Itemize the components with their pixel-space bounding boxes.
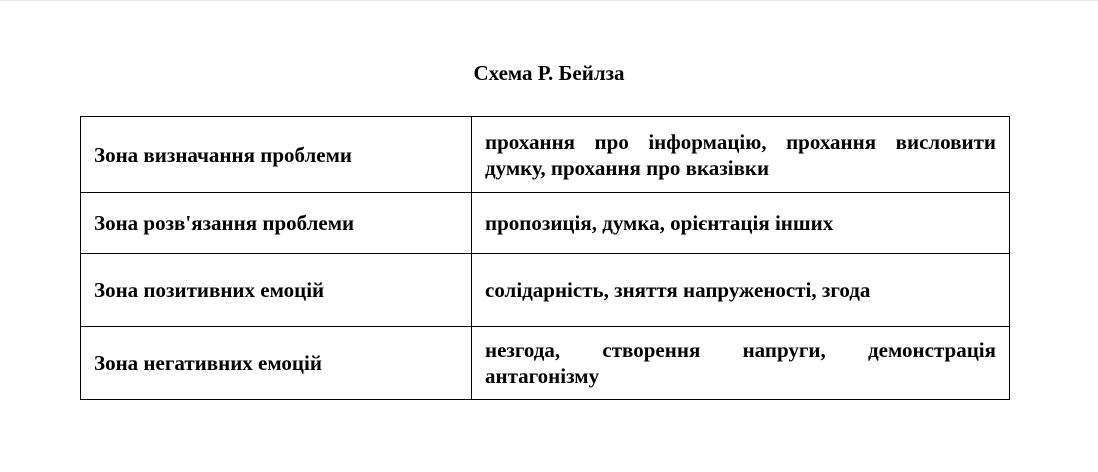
zone-cell: Зона негативних емоцій xyxy=(81,327,472,400)
zone-cell: Зона розв'язання проблеми xyxy=(81,193,472,254)
table-row xyxy=(81,254,1010,327)
description-cell: пропозиція, думка, орієнтація інших xyxy=(472,193,1010,254)
table-row xyxy=(81,327,1010,400)
document-title: Схема Р. Бейлза xyxy=(473,61,625,85)
description-cell: солідарність, зняття напруженості, згода xyxy=(472,254,1010,327)
top-divider xyxy=(0,0,1098,1)
table-row xyxy=(81,117,1010,193)
zone-cell: Зона позитивних емоцій xyxy=(81,254,472,327)
table-row xyxy=(81,193,1010,254)
bales-scheme-table xyxy=(80,116,1010,400)
description-cell: незгода, створення напруги, демонстрація антагонізму xyxy=(472,327,1010,400)
zone-cell: Зона визначання проблеми xyxy=(81,117,472,193)
description-cell: прохання про інформацію, прохання висловити думку, прохання про вказівки xyxy=(472,117,1010,193)
